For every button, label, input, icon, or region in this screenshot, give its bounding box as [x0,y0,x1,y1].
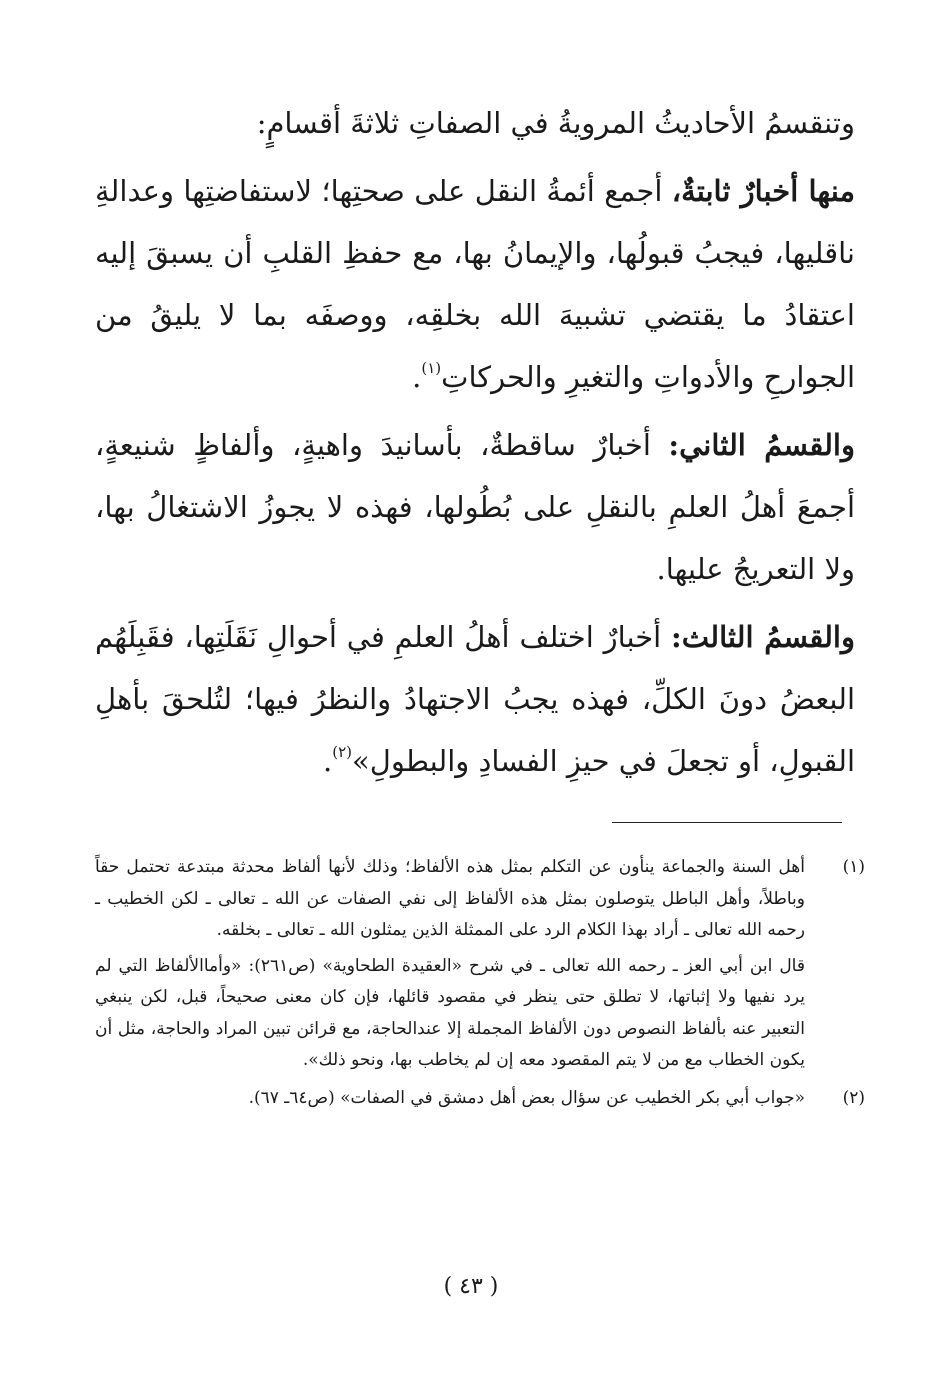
footnote-paragraph: قال ابن أبي العز ـ رحمه الله تعالى ـ في شرح «العقيدة الطحاوية» (ص٢٦١): «وأماالألفاظ التي لم يرد نفيها ولا إثباتها، لا تطلق حتى ينظر في مقصود قائلها، فإن كان معنى صحيحاً، قبل، لكن ينبغي التعبير عنه بألفاظ النصوص دون الألفاظ المجملة إلا عندالحاجة، مع قرائن تبين المراد والحاجة، مثل أن يكون الخطاب مع من لا يتم المقصود معه إن لم يخاطب بها، ونحو ذلك». [95,955,805,1070]
footnote-ref-1[interactable]: (١) [421,359,442,377]
section-two-lead: والقسمُ الثاني: [668,428,855,462]
section-three-end: . [323,744,333,778]
section-three-text: أخبارٌ اختلف أهلُ العلمِ في أحوالِ نَقَلَتِها، فقَبِلَهُم البعضُ دونَ الكلِّ، فهذه يجبُ الاجتهادُ والنظرُ فيها؛ لتُلحقَ بأهلِ القبولِ، أو تجعلَ في حيزِ الفسادِ والبطولِ» [95,620,855,778]
section-one-lead: منها أخبارٌ ثابتةٌ، [671,174,855,208]
section-one-end: . [412,360,422,394]
main-text [95,92,855,798]
footnote-separator [612,822,842,823]
section-two-text: أخبارٌ ساقطةٌ، بأسانيدَ واهيةٍ، وألفاظٍ شنيعةٍ، أجمعَ أهلُ العلمِ بالنقلِ على بُطُولها، فهذه لا يجوزُ الاشتغالُ بها، ولا التعريجُ عليها. [95,428,855,586]
section-one-text: أجمع أئمةُ النقل على صحتِها؛ لاستفاضتِها وعدالةِ ناقليها، فيجبُ قبولُها، والإيمانُ بها، مع حفظِ القلبِ أن يسبقَ إليه اعتقادُ ما يقتضي تشبيهَ الله بخلقِه، ووصفَه بما لا يليقُ من الجوارحِ والأدواتِ والتغيرِ والحركاتِ [95,174,855,394]
intro-paragraph: وتنقسمُ الأحاديثُ المرويةُ في الصفاتِ ثلاثةَ أقسامٍ: [256,106,855,140]
page-number: ( ٤٣ ) [443,1274,499,1299]
section-three-paragraph [95,606,855,792]
footnote-number: (١) [842,857,865,877]
section-two-paragraph [95,414,855,600]
section-three-lead: والقسمُ الثالث: [671,620,855,654]
footnote-number: (٢) [842,1087,865,1108]
footnote-paragraph: «جواب أبي بكر الخطيب عن سؤال بعض أهل دمشق في الصفات» (ص٦٤ـ ٦٧). [248,1087,805,1108]
footnote-ref-2[interactable]: (٢) [332,743,353,761]
footnote-1 [95,852,865,1081]
footnotes [95,852,865,1120]
footnote-paragraph: أهل السنة والجماعة ينأون عن التكلم بمثل هذه الألفاظ؛ وذلك لأنها ألفاظ محدثة مبتدعة تحتمل حقاً وباطلاً، وأهل الباطل يتوصلون بمثل هذه الألفاظ إلى نفي الصفات عن الله ـ تعالى ـ لكن الخطيب ـ رحمه الله تعالى ـ أراد بهذا الكلام الرد على الممثلة الذين يمثلون الله ـ تعالى ـ بخلقه. [95,857,805,940]
footnote-body [95,852,805,1081]
footnote-2 [95,1083,865,1119]
footnote-body [95,1083,805,1119]
section-one-paragraph [95,160,855,408]
